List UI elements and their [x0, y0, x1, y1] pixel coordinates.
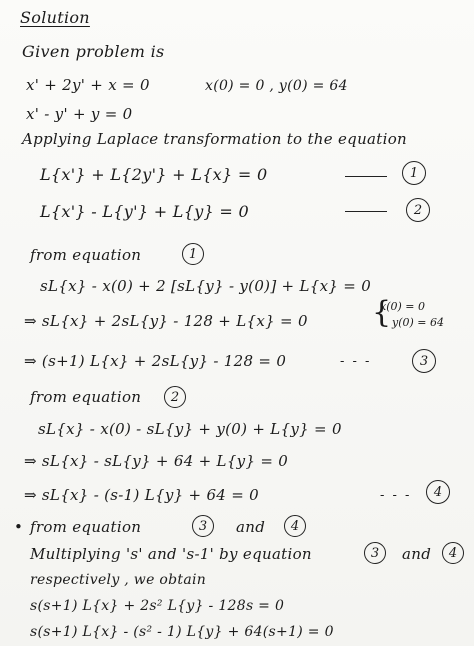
laplace-eq-2: L{x'} - L{y'} + L{y} = 0	[40, 202, 249, 221]
bullet: •	[14, 518, 24, 536]
from-tag-2: 2	[164, 386, 186, 408]
result-eq-1: s(s+1) L{x} + 2s² L{y} - 128s = 0	[30, 598, 285, 614]
equation-1: x' + 2y' + x = 0	[26, 76, 150, 94]
from-tag-3: 3	[192, 515, 214, 537]
from-and: and	[236, 518, 266, 536]
heading: Solution	[20, 8, 90, 27]
tag-leader-1	[345, 176, 387, 177]
note-x0: x(0) = 0	[380, 300, 425, 313]
step-2a: sL{x} - x(0) - sL{y} + y(0) + L{y} = 0	[38, 420, 342, 438]
step-2c: ⇒ sL{x} - (s-1) L{y} + 64 = 0	[24, 486, 259, 504]
tag-leader-2	[345, 211, 387, 212]
initial-conditions: x(0) = 0 , y(0) = 64	[205, 78, 348, 94]
note-y0: y(0) = 64	[392, 316, 445, 329]
step-2b: ⇒ sL{x} - sL{y} + 64 + L{y} = 0	[24, 452, 289, 470]
given-text: Given problem is	[22, 42, 165, 61]
step-1b: ⇒ sL{x} + 2sL{y} - 128 + L{x} = 0	[24, 312, 308, 330]
from-equation-34-text: from equation	[30, 518, 142, 536]
multiplying-text: Multiplying 's' and 's-1' by equation	[30, 545, 312, 563]
mult-tag-4: 4	[442, 542, 464, 564]
from-equation-1-text: from equation	[30, 246, 142, 264]
laplace-eq-1: L{x'} + L{2y'} + L{x} = 0	[40, 165, 268, 184]
from-equation-2-text: from equation	[30, 388, 142, 406]
respectively-text: respectively , we obtain	[30, 572, 207, 588]
step-1a: sL{x} - x(0) + 2 [sL{y} - y(0)] + L{x} = 0	[40, 277, 372, 295]
from-tag-1: 1	[182, 243, 204, 265]
equation-2: x' - y' + y = 0	[26, 105, 133, 123]
tag-1: 1	[402, 161, 426, 185]
from-tag-4: 4	[284, 515, 306, 537]
tag-3: 3	[412, 349, 436, 373]
mult-and: and	[402, 545, 432, 563]
tag-2: 2	[406, 198, 430, 222]
note-brace: {	[372, 295, 392, 330]
applying-text: Applying Laplace transformation to the equation	[22, 130, 407, 148]
result-eq-2: s(s+1) L{x} - (s² - 1) L{y} + 64(s+1) = 0	[30, 624, 334, 640]
tag-leader-4: - - -	[380, 488, 412, 503]
step-1c: ⇒ (s+1) L{x} + 2sL{y} - 128 = 0	[24, 352, 287, 370]
mult-tag-3: 3	[364, 542, 386, 564]
tag-leader-3: - - -	[340, 354, 372, 369]
tag-4: 4	[426, 480, 450, 504]
